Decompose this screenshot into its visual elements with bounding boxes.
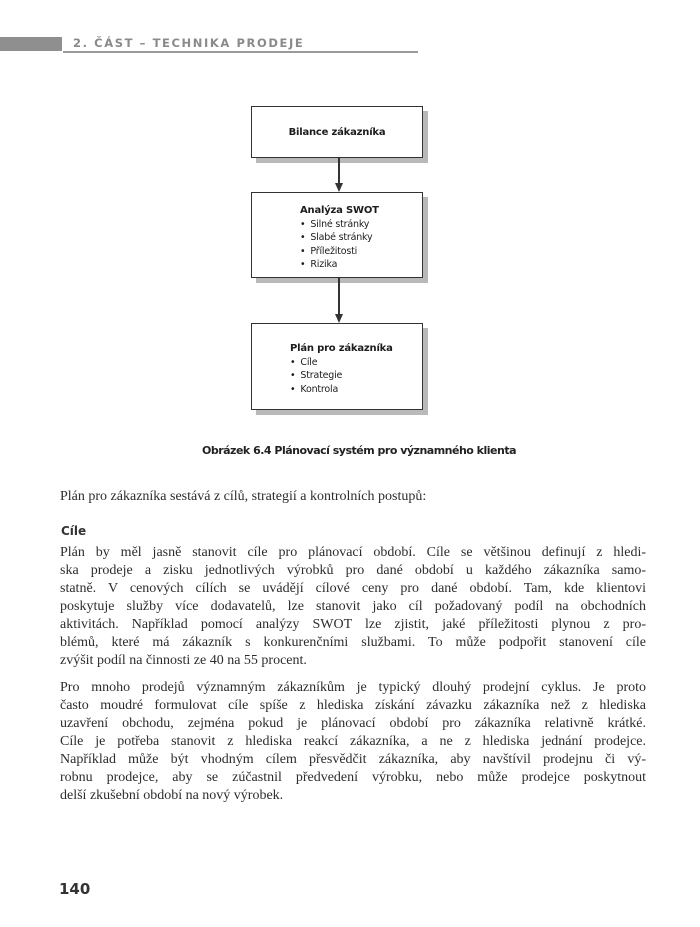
- intro-sentence: Plán pro zákazníka sestává z cílů, strategií a kontrolních postupů:: [60, 489, 427, 504]
- paragraph-sales-cycle: [60, 679, 646, 805]
- paragraph-goals: [60, 544, 646, 670]
- box-bullet-item: • Rizika: [300, 258, 379, 272]
- text-line: Například může být vhodným cílem přesvědčit zákazníka, aby navštívil prodejnu či vý-: [60, 752, 646, 767]
- diagram-box-customer-balance: [251, 106, 423, 158]
- header-rule: [63, 51, 418, 53]
- text-line: statně. V cenových cílích se uvádějí cílové ceny pro dané období. Tam, kde klientovi: [60, 581, 646, 596]
- box-bullet-item: • Silné stránky: [300, 218, 379, 232]
- figure-caption-text: Obrázek 6.4 Plánovací systém pro významného klienta: [201, 444, 516, 457]
- text-line: aktivitách. Například pomocí analýzy SWOT lze zjistit, jaké příležitosti plynou z pro-: [60, 617, 646, 632]
- text-line: poskytuje služby více dodavatelů, lze stanovit jako cíl požadovaný podíl na obchodních: [60, 599, 646, 614]
- figure-caption: [0, 444, 700, 457]
- box-bullet-item: • Strategie: [290, 369, 393, 383]
- text-line: uzavření obchodu, zejména pokud je plánovací období pro zákazníka relativně krátké.: [60, 716, 646, 731]
- text-line: často moudré formulovat cíle spíše z hlediska získání závazku zákazníka než z hlediska: [60, 698, 646, 713]
- text-line: Pro mnoho prodejů významným zákazníkům je typický dlouhý prodejní cyklus. Je proto: [60, 680, 646, 695]
- text-line: delší zkušební období na nový výrobek.: [60, 788, 284, 803]
- box-bullet-item: • Cíle: [290, 356, 393, 370]
- box-bullet-item: • Kontrola: [290, 383, 393, 397]
- arrow-down-icon: [335, 183, 343, 192]
- text-line: Plán by měl jasně stanovit cíle pro plánovací období. Cíle se většinou definují z hledi-: [60, 545, 646, 560]
- connector-line: [338, 158, 340, 184]
- diagram-box-swot: [251, 192, 423, 278]
- box-title: Bilance zákazníka: [288, 126, 386, 138]
- box-title: Analýza SWOT: [300, 205, 379, 216]
- arrow-down-icon: [335, 314, 343, 323]
- diagram-box-customer-plan: [251, 323, 423, 410]
- running-header-title: 2. ČÁST – TECHNIKA PRODEJE: [73, 36, 305, 50]
- page-number: 140: [59, 880, 91, 898]
- text-line: ska prodeje a zisku jednotlivých výrobků pro dané období u každého zákazníka samo-: [60, 563, 646, 578]
- box-bullet-item: • Příležitosti: [300, 245, 379, 259]
- section-subheading: Cíle: [61, 524, 87, 538]
- text-line: robnu prodejce, aby se zúčastnil předvedení výrobku, nebo může prodejce poskytnout: [60, 770, 646, 785]
- header-decor-bar: [0, 37, 62, 51]
- text-line: Cíle je potřeba stanovit z hlediska reakcí zákazníka, a ne z hlediska jednání prodejce.: [60, 734, 646, 749]
- text-line: blémů, které má zákazník s konkurenčními službami. To může podpořit stanovení cíle: [60, 635, 646, 650]
- text-line: zvýšit podíl na činnosti ze 40 na 55 procent.: [60, 653, 307, 668]
- box-title: Plán pro zákazníka: [290, 343, 393, 354]
- connector-line: [338, 278, 340, 315]
- box-bullet-item: • Slabé stránky: [300, 231, 379, 245]
